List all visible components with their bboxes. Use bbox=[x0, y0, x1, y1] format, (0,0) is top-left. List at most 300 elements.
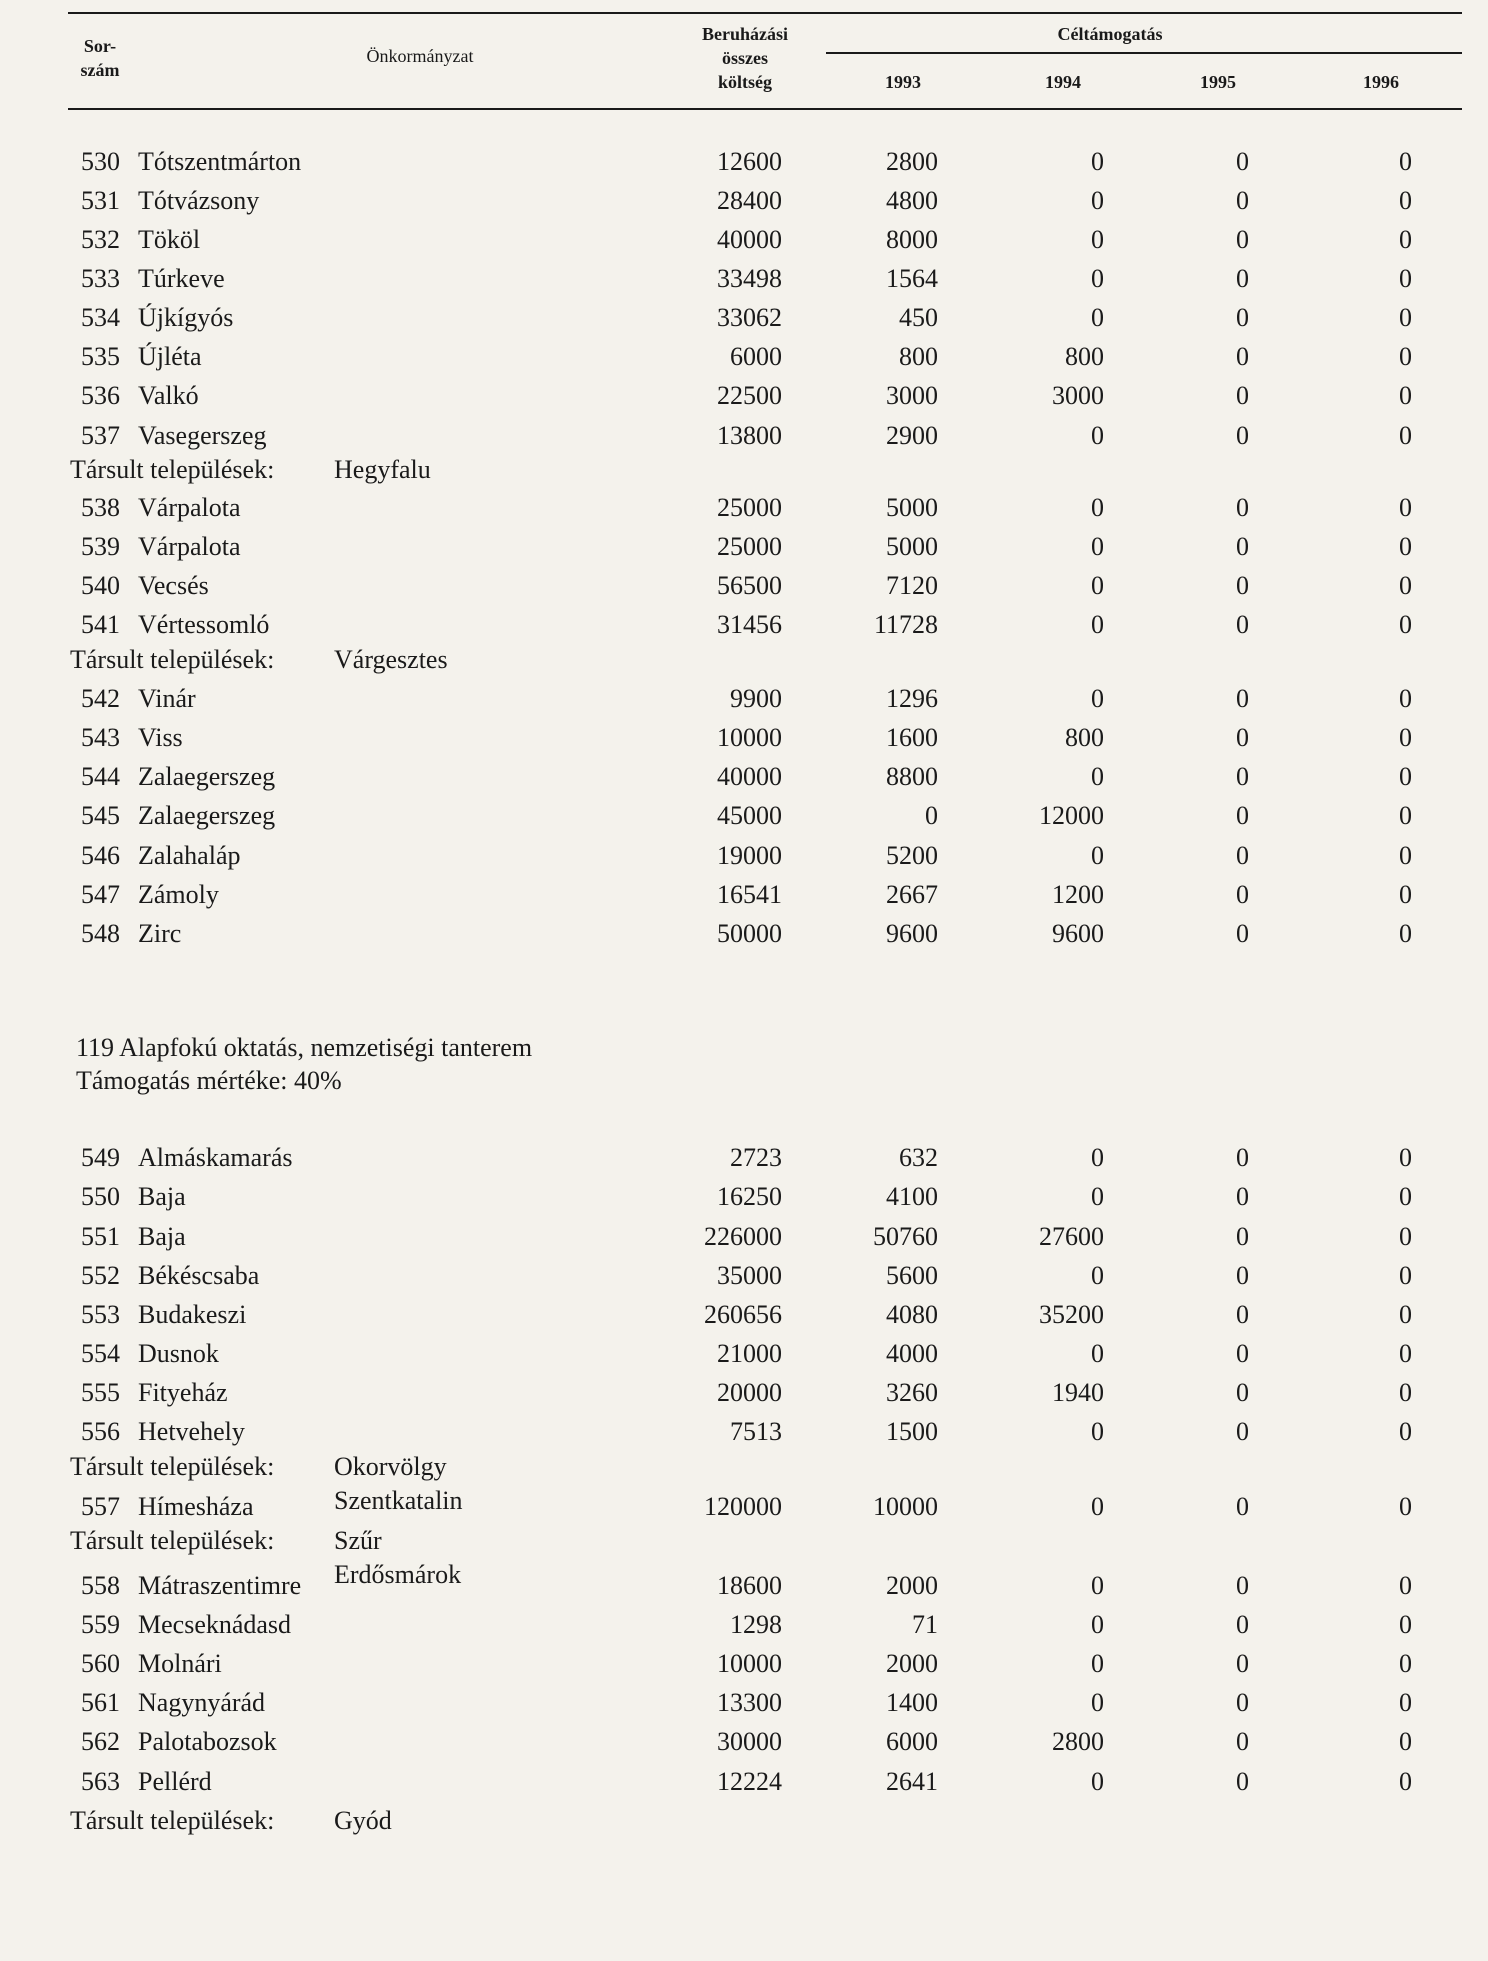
support-1996-cell: 0 bbox=[1399, 303, 1412, 332]
support-rate: Támogatás mértéke: 40% bbox=[76, 1066, 342, 1095]
municipality-name: Palotabozsok bbox=[138, 1727, 277, 1756]
total-cost-cell: 31456 bbox=[717, 610, 782, 639]
support-1995-cell: 0 bbox=[1236, 1261, 1249, 1290]
table-row bbox=[0, 570, 1488, 602]
support-1996-cell: 0 bbox=[1399, 1143, 1412, 1172]
support-1996-cell: 0 bbox=[1399, 1182, 1412, 1211]
support-1996-cell: 0 bbox=[1399, 1649, 1412, 1678]
support-1994-cell: 0 bbox=[1091, 610, 1104, 639]
row-number: 537 bbox=[81, 421, 120, 450]
support-1995-cell: 0 bbox=[1236, 421, 1249, 450]
support-1995-cell: 0 bbox=[1236, 493, 1249, 522]
total-cost-cell: 25000 bbox=[717, 493, 782, 522]
municipality-name: Baja bbox=[138, 1182, 186, 1211]
support-1994-cell: 0 bbox=[1091, 1571, 1104, 1600]
total-cost-cell: 10000 bbox=[717, 723, 782, 752]
municipality-name: Zalaegerszeg bbox=[138, 762, 276, 791]
support-1993-cell: 0 bbox=[925, 801, 938, 830]
total-cost-cell: 120000 bbox=[704, 1492, 782, 1521]
support-1996-cell: 0 bbox=[1399, 801, 1412, 830]
total-cost-cell: 12600 bbox=[717, 147, 782, 176]
support-1994-cell: 2800 bbox=[1052, 1727, 1104, 1756]
municipality-name: Vértessomló bbox=[138, 610, 270, 639]
support-1993-cell: 5600 bbox=[886, 1261, 938, 1290]
support-1994-cell: 0 bbox=[1091, 493, 1104, 522]
total-cost-cell: 6000 bbox=[730, 342, 782, 371]
support-1996-cell: 0 bbox=[1399, 762, 1412, 791]
row-number: 558 bbox=[81, 1571, 120, 1600]
row-number: 531 bbox=[81, 186, 120, 215]
municipality-name: Túrkeve bbox=[138, 264, 225, 293]
support-1996-cell: 0 bbox=[1399, 1727, 1412, 1756]
support-1996-cell: 0 bbox=[1399, 342, 1412, 371]
total-cost-cell: 21000 bbox=[717, 1339, 782, 1368]
table-row bbox=[0, 1181, 1488, 1213]
table-row bbox=[0, 1609, 1488, 1641]
municipality-name: Hímesháza bbox=[138, 1492, 254, 1521]
total-cost-cell: 20000 bbox=[717, 1378, 782, 1407]
total-cost-cell: 33498 bbox=[717, 264, 782, 293]
total-cost-cell: 12224 bbox=[717, 1767, 782, 1796]
associated-settlement-name: Hegyfalu bbox=[334, 455, 431, 484]
support-1994-cell: 0 bbox=[1091, 1492, 1104, 1521]
table-row bbox=[0, 1338, 1488, 1370]
row-number: 532 bbox=[81, 225, 120, 254]
support-1996-cell: 0 bbox=[1399, 1339, 1412, 1368]
table-row bbox=[0, 420, 1488, 452]
support-1993-cell: 450 bbox=[899, 303, 938, 332]
support-1995-cell: 0 bbox=[1236, 225, 1249, 254]
support-1995-cell: 0 bbox=[1236, 1339, 1249, 1368]
total-cost-cell: 18600 bbox=[717, 1571, 782, 1600]
table-row bbox=[0, 341, 1488, 373]
support-1993-cell: 8000 bbox=[886, 225, 938, 254]
municipality-name: Zalaegerszeg bbox=[138, 801, 276, 830]
support-1995-cell: 0 bbox=[1236, 841, 1249, 870]
table-row bbox=[0, 492, 1488, 524]
table-row bbox=[0, 531, 1488, 563]
support-1996-cell: 0 bbox=[1399, 381, 1412, 410]
support-1993-cell: 1500 bbox=[886, 1417, 938, 1446]
table-row bbox=[0, 609, 1488, 641]
support-1995-cell: 0 bbox=[1236, 762, 1249, 791]
total-cost-cell: 9900 bbox=[730, 684, 782, 713]
table-row bbox=[0, 722, 1488, 754]
support-1996-cell: 0 bbox=[1399, 571, 1412, 600]
support-1995-cell: 0 bbox=[1236, 342, 1249, 371]
table-row bbox=[0, 1221, 1488, 1253]
support-1995-cell: 0 bbox=[1236, 1378, 1249, 1407]
support-1994-cell: 27600 bbox=[1039, 1222, 1104, 1251]
table-row bbox=[0, 185, 1488, 217]
table-row bbox=[0, 683, 1488, 715]
support-1993-cell: 5200 bbox=[886, 841, 938, 870]
support-1993-cell: 5000 bbox=[886, 532, 938, 561]
header-year-1995: 1995 bbox=[1200, 72, 1236, 92]
municipality-name: Vasegerszeg bbox=[138, 421, 267, 450]
support-1993-cell: 4000 bbox=[886, 1339, 938, 1368]
table-row bbox=[0, 1766, 1488, 1798]
associated-settlement-name: Szentkatalin bbox=[334, 1486, 463, 1515]
support-1993-cell: 2800 bbox=[886, 147, 938, 176]
support-1993-cell: 71 bbox=[912, 1610, 938, 1639]
total-cost-cell: 13300 bbox=[717, 1688, 782, 1717]
support-1993-cell: 2641 bbox=[886, 1767, 938, 1796]
row-number: 548 bbox=[81, 919, 120, 948]
associated-settlements-row bbox=[0, 454, 1488, 486]
total-cost-cell: 28400 bbox=[717, 186, 782, 215]
support-1995-cell: 0 bbox=[1236, 147, 1249, 176]
support-1995-cell: 0 bbox=[1236, 303, 1249, 332]
associated-settlements-row bbox=[0, 1805, 1488, 1837]
support-1996-cell: 0 bbox=[1399, 532, 1412, 561]
support-1993-cell: 1400 bbox=[886, 1688, 938, 1717]
support-1996-cell: 0 bbox=[1399, 880, 1412, 909]
support-1994-cell: 0 bbox=[1091, 225, 1104, 254]
row-number: 549 bbox=[81, 1143, 120, 1172]
table-row bbox=[0, 1726, 1488, 1758]
municipality-name: Viss bbox=[138, 723, 183, 752]
municipality-name: Baja bbox=[138, 1222, 186, 1251]
total-cost-cell: 10000 bbox=[717, 1649, 782, 1678]
support-1996-cell: 0 bbox=[1399, 421, 1412, 450]
support-1994-cell: 1940 bbox=[1052, 1378, 1104, 1407]
support-1996-cell: 0 bbox=[1399, 684, 1412, 713]
total-cost-cell: 45000 bbox=[717, 801, 782, 830]
top-rule bbox=[68, 12, 1462, 14]
support-1995-cell: 0 bbox=[1236, 186, 1249, 215]
table-row bbox=[0, 263, 1488, 295]
row-number: 560 bbox=[81, 1649, 120, 1678]
support-1994-cell: 0 bbox=[1091, 684, 1104, 713]
header-celtamogatas: Céltámogatás bbox=[1057, 24, 1163, 44]
total-cost-cell: 30000 bbox=[717, 1727, 782, 1756]
table-row bbox=[0, 1377, 1488, 1409]
table-row bbox=[0, 800, 1488, 832]
row-number: 556 bbox=[81, 1417, 120, 1446]
total-cost-cell: 25000 bbox=[717, 532, 782, 561]
support-1993-cell: 2900 bbox=[886, 421, 938, 450]
support-1994-cell: 9600 bbox=[1052, 919, 1104, 948]
total-cost-cell: 1298 bbox=[730, 1610, 782, 1639]
support-1996-cell: 0 bbox=[1399, 264, 1412, 293]
support-1996-cell: 0 bbox=[1399, 919, 1412, 948]
municipality-name: Molnári bbox=[138, 1649, 222, 1678]
support-1994-cell: 0 bbox=[1091, 1417, 1104, 1446]
associated-settlement-name: Szűr bbox=[334, 1526, 382, 1555]
support-1996-cell: 0 bbox=[1399, 723, 1412, 752]
table-row bbox=[0, 840, 1488, 872]
header-sorszam: Sor- szám bbox=[80, 36, 120, 80]
support-1995-cell: 0 bbox=[1236, 1300, 1249, 1329]
municipality-name: Zirc bbox=[138, 919, 182, 948]
support-1994-cell: 12000 bbox=[1039, 801, 1104, 830]
row-number: 539 bbox=[81, 532, 120, 561]
support-1995-cell: 0 bbox=[1236, 1182, 1249, 1211]
support-1993-cell: 4080 bbox=[886, 1300, 938, 1329]
support-1993-cell: 1564 bbox=[886, 264, 938, 293]
support-1995-cell: 0 bbox=[1236, 1727, 1249, 1756]
support-1995-cell: 0 bbox=[1236, 1222, 1249, 1251]
support-1995-cell: 0 bbox=[1236, 264, 1249, 293]
support-1996-cell: 0 bbox=[1399, 1378, 1412, 1407]
row-number: 546 bbox=[81, 841, 120, 870]
support-1993-cell: 10000 bbox=[873, 1492, 938, 1521]
support-1996-cell: 0 bbox=[1399, 610, 1412, 639]
total-cost-cell: 33062 bbox=[717, 303, 782, 332]
support-1994-cell: 0 bbox=[1091, 1688, 1104, 1717]
municipality-name: Dusnok bbox=[138, 1339, 219, 1368]
support-1994-cell: 0 bbox=[1091, 1610, 1104, 1639]
support-1994-cell: 3000 bbox=[1052, 381, 1104, 410]
municipality-name: Újléta bbox=[138, 342, 202, 371]
table-row bbox=[0, 1491, 1488, 1523]
total-cost-cell: 2723 bbox=[730, 1143, 782, 1172]
municipality-name: Újkígyós bbox=[138, 303, 234, 332]
support-1995-cell: 0 bbox=[1236, 381, 1249, 410]
support-1995-cell: 0 bbox=[1236, 1417, 1249, 1446]
support-1994-cell: 1200 bbox=[1052, 880, 1104, 909]
support-1994-cell: 0 bbox=[1091, 303, 1104, 332]
support-1994-cell: 0 bbox=[1091, 762, 1104, 791]
total-cost-cell: 7513 bbox=[730, 1417, 782, 1446]
municipality-name: Tököl bbox=[138, 225, 201, 254]
support-1995-cell: 0 bbox=[1236, 880, 1249, 909]
associated-settlement-name: Okorvölgy bbox=[334, 1452, 447, 1481]
support-1996-cell: 0 bbox=[1399, 225, 1412, 254]
support-1993-cell: 800 bbox=[899, 342, 938, 371]
table-row bbox=[0, 1648, 1488, 1680]
associated-settlements-label: Társult települések: bbox=[70, 1526, 275, 1555]
table-row bbox=[0, 761, 1488, 793]
total-cost-cell: 40000 bbox=[717, 762, 782, 791]
support-1993-cell: 4100 bbox=[886, 1182, 938, 1211]
support-1996-cell: 0 bbox=[1399, 841, 1412, 870]
support-1995-cell: 0 bbox=[1236, 1688, 1249, 1717]
table-row bbox=[0, 1299, 1488, 1331]
support-1995-cell: 0 bbox=[1236, 532, 1249, 561]
row-number: 554 bbox=[81, 1339, 120, 1368]
support-1994-cell: 0 bbox=[1091, 532, 1104, 561]
support-1995-cell: 0 bbox=[1236, 1767, 1249, 1796]
support-1994-cell: 0 bbox=[1091, 841, 1104, 870]
row-number: 541 bbox=[81, 610, 120, 639]
support-1994-cell: 800 bbox=[1065, 342, 1104, 371]
table-row bbox=[0, 1570, 1488, 1602]
associated-settlements-label: Társult települések: bbox=[70, 645, 275, 674]
support-1993-cell: 3000 bbox=[886, 381, 938, 410]
support-1996-cell: 0 bbox=[1399, 1222, 1412, 1251]
municipality-name: Nagynyárád bbox=[138, 1688, 266, 1717]
support-1995-cell: 0 bbox=[1236, 571, 1249, 600]
support-1995-cell: 0 bbox=[1236, 1610, 1249, 1639]
municipality-name: Mecseknádasd bbox=[138, 1610, 292, 1639]
table-row bbox=[0, 1142, 1488, 1174]
row-number: 555 bbox=[81, 1378, 120, 1407]
support-1994-cell: 0 bbox=[1091, 1649, 1104, 1678]
support-1996-cell: 0 bbox=[1399, 1571, 1412, 1600]
support-1995-cell: 0 bbox=[1236, 1492, 1249, 1521]
support-1995-cell: 0 bbox=[1236, 684, 1249, 713]
row-number: 563 bbox=[81, 1767, 120, 1796]
support-1993-cell: 632 bbox=[899, 1143, 938, 1172]
support-1995-cell: 0 bbox=[1236, 610, 1249, 639]
total-cost-cell: 226000 bbox=[704, 1222, 782, 1251]
row-number: 545 bbox=[81, 801, 120, 830]
associated-settlements-label: Társult települések: bbox=[70, 455, 275, 484]
support-1993-cell: 9600 bbox=[886, 919, 938, 948]
row-number: 540 bbox=[81, 571, 120, 600]
table-row bbox=[0, 380, 1488, 412]
row-number: 534 bbox=[81, 303, 120, 332]
table-row bbox=[0, 879, 1488, 911]
header-year-1994: 1994 bbox=[1045, 72, 1081, 92]
support-1994-cell: 0 bbox=[1091, 421, 1104, 450]
support-1994-cell: 0 bbox=[1091, 186, 1104, 215]
total-cost-cell: 22500 bbox=[717, 381, 782, 410]
support-1994-cell: 0 bbox=[1091, 1339, 1104, 1368]
row-number: 535 bbox=[81, 342, 120, 371]
total-cost-cell: 56500 bbox=[717, 571, 782, 600]
support-1994-cell: 0 bbox=[1091, 1182, 1104, 1211]
support-1994-cell: 0 bbox=[1091, 1143, 1104, 1172]
support-1993-cell: 6000 bbox=[886, 1727, 938, 1756]
total-cost-cell: 35000 bbox=[717, 1261, 782, 1290]
support-1995-cell: 0 bbox=[1236, 801, 1249, 830]
total-cost-cell: 16541 bbox=[717, 880, 782, 909]
support-1996-cell: 0 bbox=[1399, 186, 1412, 215]
total-cost-cell: 13800 bbox=[717, 421, 782, 450]
municipality-name: Budakeszi bbox=[138, 1300, 247, 1329]
support-1995-cell: 0 bbox=[1236, 1143, 1249, 1172]
support-1994-cell: 800 bbox=[1065, 723, 1104, 752]
support-1995-cell: 0 bbox=[1236, 1649, 1249, 1678]
support-1994-cell: 0 bbox=[1091, 571, 1104, 600]
table-row bbox=[0, 146, 1488, 178]
header-year-1993: 1993 bbox=[885, 72, 921, 92]
row-number: 538 bbox=[81, 493, 120, 522]
total-cost-cell: 260656 bbox=[704, 1300, 782, 1329]
row-number: 553 bbox=[81, 1300, 120, 1329]
header-year-1996: 1996 bbox=[1363, 72, 1399, 92]
municipality-name: Valkó bbox=[138, 381, 199, 410]
municipality-name: Tótszentmárton bbox=[138, 147, 302, 176]
support-1993-cell: 8800 bbox=[886, 762, 938, 791]
table-row bbox=[0, 918, 1488, 950]
header-onkormanyzat: Önkormányzat bbox=[366, 46, 474, 66]
support-1993-cell: 2667 bbox=[886, 880, 938, 909]
municipality-name: Mátraszentimre bbox=[138, 1571, 302, 1600]
associated-settlement-name: Gyód bbox=[334, 1806, 392, 1835]
row-number: 544 bbox=[81, 762, 120, 791]
section-title: 119 Alapfokú oktatás, nemzetiségi tanterem bbox=[76, 1033, 533, 1062]
associated-settlements-label: Társult települések: bbox=[70, 1806, 275, 1835]
row-number: 533 bbox=[81, 264, 120, 293]
municipality-name: Zalahaláp bbox=[138, 841, 241, 870]
support-1995-cell: 0 bbox=[1236, 919, 1249, 948]
header-beruhazasi: Beruházási összes költség bbox=[701, 24, 788, 92]
support-1996-cell: 0 bbox=[1399, 1300, 1412, 1329]
row-number: 550 bbox=[81, 1182, 120, 1211]
support-1994-cell: 0 bbox=[1091, 147, 1104, 176]
table-row bbox=[0, 224, 1488, 256]
support-1993-cell: 4800 bbox=[886, 186, 938, 215]
support-1993-cell: 50760 bbox=[873, 1222, 938, 1251]
support-1996-cell: 0 bbox=[1399, 493, 1412, 522]
support-1994-cell: 0 bbox=[1091, 264, 1104, 293]
support-1993-cell: 5000 bbox=[886, 493, 938, 522]
municipality-name: Vecsés bbox=[138, 571, 209, 600]
municipality-name: Pellérd bbox=[138, 1767, 212, 1796]
row-number: 557 bbox=[81, 1492, 120, 1521]
support-1995-cell: 0 bbox=[1236, 723, 1249, 752]
row-number: 562 bbox=[81, 1727, 120, 1756]
associated-settlement-name: Erdősmárok bbox=[334, 1560, 462, 1589]
row-number: 536 bbox=[81, 381, 120, 410]
table-row bbox=[0, 1416, 1488, 1448]
municipality-name: Várpalota bbox=[138, 493, 241, 522]
support-1993-cell: 7120 bbox=[886, 571, 938, 600]
support-1996-cell: 0 bbox=[1399, 1610, 1412, 1639]
municipality-name: Békéscsaba bbox=[138, 1261, 260, 1290]
support-1996-cell: 0 bbox=[1399, 1688, 1412, 1717]
municipality-name: Zámoly bbox=[138, 880, 219, 909]
support-1993-cell: 1296 bbox=[886, 684, 938, 713]
support-1993-cell: 3260 bbox=[886, 1378, 938, 1407]
support-1996-cell: 0 bbox=[1399, 1261, 1412, 1290]
municipality-name: Vinár bbox=[138, 684, 196, 713]
total-cost-cell: 50000 bbox=[717, 919, 782, 948]
celtamogatas-rule bbox=[826, 52, 1462, 54]
row-number: 561 bbox=[81, 1688, 120, 1717]
row-number: 559 bbox=[81, 1610, 120, 1639]
row-number: 547 bbox=[81, 880, 120, 909]
support-1996-cell: 0 bbox=[1399, 1767, 1412, 1796]
table-row bbox=[0, 302, 1488, 334]
table-row bbox=[0, 1260, 1488, 1292]
municipality-name: Almáskamarás bbox=[138, 1143, 293, 1172]
total-cost-cell: 40000 bbox=[717, 225, 782, 254]
municipality-name: Várpalota bbox=[138, 532, 241, 561]
table-row bbox=[0, 1687, 1488, 1719]
total-cost-cell: 19000 bbox=[717, 841, 782, 870]
support-1996-cell: 0 bbox=[1399, 1417, 1412, 1446]
associated-settlements-label: Társult települések: bbox=[70, 1452, 275, 1481]
support-1994-cell: 0 bbox=[1091, 1261, 1104, 1290]
support-1995-cell: 0 bbox=[1236, 1571, 1249, 1600]
municipality-name: Fityeház bbox=[138, 1378, 228, 1407]
total-cost-cell: 16250 bbox=[717, 1182, 782, 1211]
support-1996-cell: 0 bbox=[1399, 147, 1412, 176]
support-1994-cell: 35200 bbox=[1039, 1300, 1104, 1329]
row-number: 543 bbox=[81, 723, 120, 752]
row-number: 551 bbox=[81, 1222, 120, 1251]
support-1993-cell: 2000 bbox=[886, 1571, 938, 1600]
support-1993-cell: 2000 bbox=[886, 1649, 938, 1678]
associated-settlements-row bbox=[0, 644, 1488, 676]
associated-settlement-name: Várgesztes bbox=[334, 645, 448, 674]
support-1993-cell: 1600 bbox=[886, 723, 938, 752]
support-1993-cell: 11728 bbox=[873, 610, 938, 639]
support-1996-cell: 0 bbox=[1399, 1492, 1412, 1521]
header-bottom-rule bbox=[68, 108, 1462, 110]
row-number: 530 bbox=[81, 147, 120, 176]
support-1994-cell: 0 bbox=[1091, 1767, 1104, 1796]
municipality-name: Tótvázsony bbox=[138, 186, 260, 215]
municipality-name: Hetvehely bbox=[138, 1417, 245, 1446]
row-number: 542 bbox=[81, 684, 120, 713]
row-number: 552 bbox=[81, 1261, 120, 1290]
